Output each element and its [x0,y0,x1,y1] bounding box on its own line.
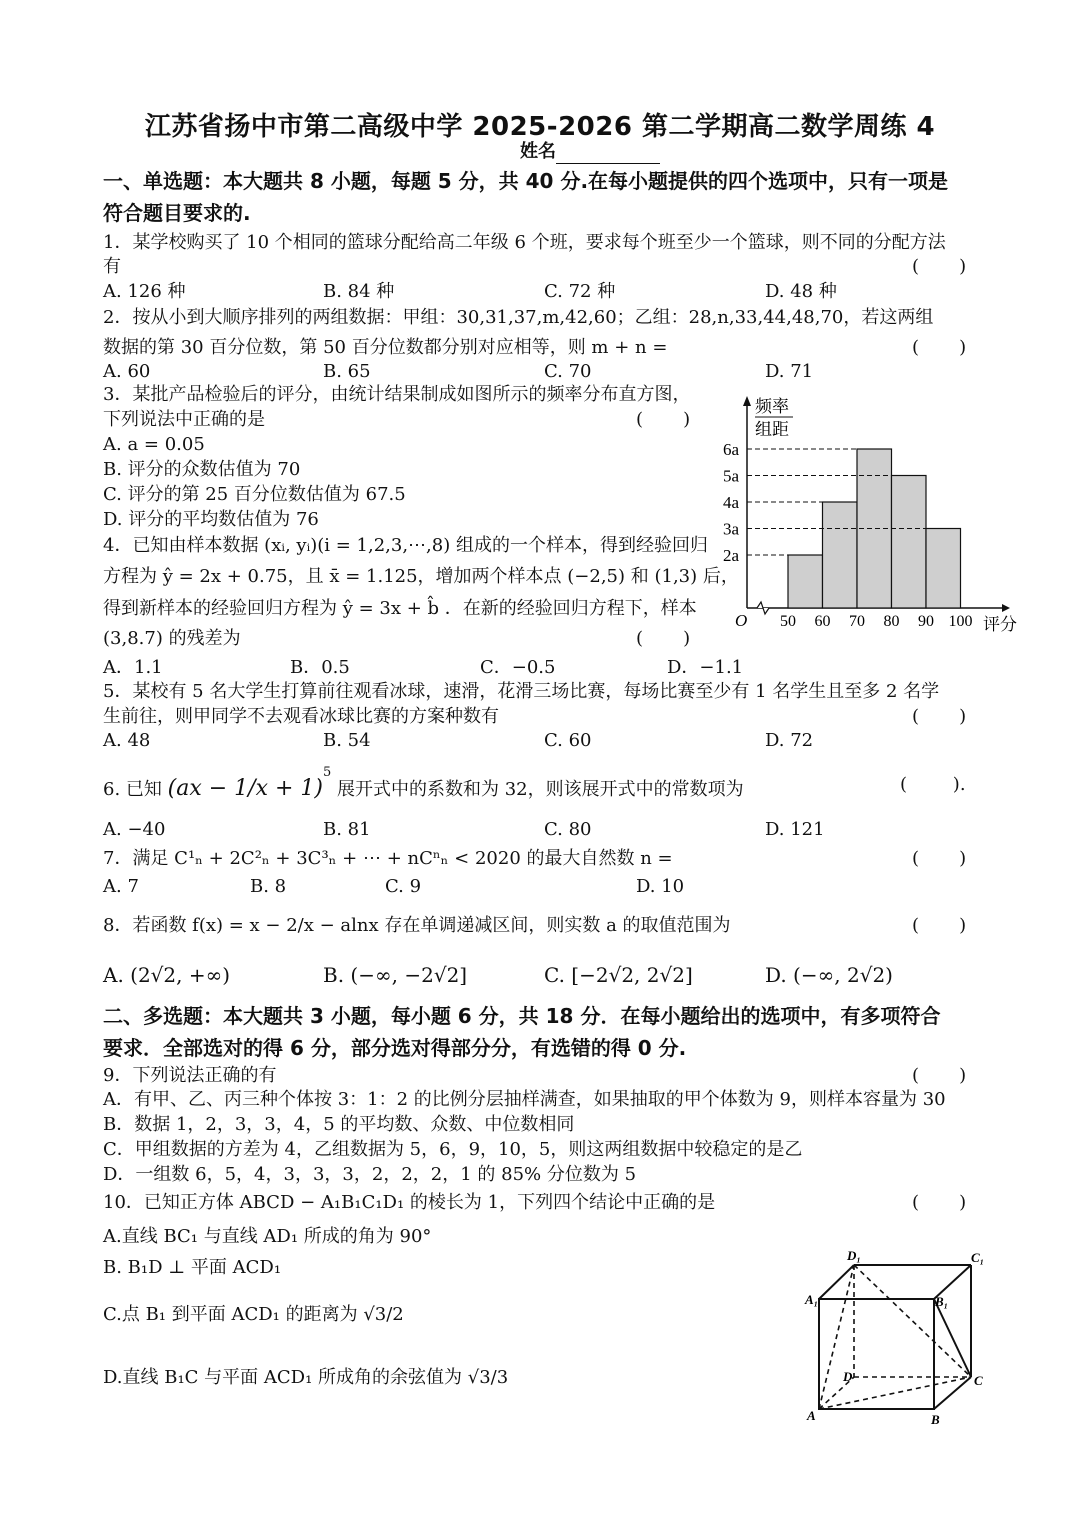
q5-option-a: A. 48 [103,730,151,751]
q4-option-a: A．1.1 [103,657,163,678]
y-axis-label-top: 频率 [755,397,789,416]
q6-expression: (ax − 1/x + 1) [167,776,323,801]
answer-blank: ( ) [912,706,967,727]
y-axis-label-bottom: 组距 [755,420,789,439]
x-tick-label: 100 [948,613,973,630]
vertex-label: B [931,1412,940,1427]
q8-option-d: D. (−∞, 2√2) [765,963,893,987]
q6-exponent: 5 [322,765,332,780]
q8-text: 8．若函数 f(x) = x − 2/x − alnx 存在单调递减区间，则实数 a 的取值范围为 [103,915,731,936]
page-title: 江苏省扬中市第二高级中学 2025-2026 第二学期高二数学周练 4 [144,112,936,142]
frequency-histogram [715,390,1025,640]
q8-option-a: A. (2√2, +∞) [103,963,231,987]
x-tick-label: 60 [814,613,831,630]
name-blank [556,145,660,164]
y-tick-label: 2a [723,546,740,565]
name-field [520,140,660,164]
answer-blank: ( ) [912,848,967,869]
q6-option-b: B. 81 [323,819,371,840]
histogram-bar [823,502,858,608]
q5-option-d: D. 72 [765,730,814,751]
q6-prefix: 6. 已知 [103,779,162,800]
q6-suffix: 展开式中的系数和为 32，则该展开式中的常数项为 [337,779,744,800]
q2-option-c: C. 70 [544,361,592,382]
vertex-label: D₁ [847,1248,861,1263]
answer-blank: ( ) [636,409,691,430]
x-tick-label: 90 [918,613,934,630]
q1-option-d: D. 48 种 [765,281,837,302]
cube-diagram [795,1240,995,1430]
q6-option-d: D. 121 [765,819,825,840]
q6-option-c: C. 80 [544,819,592,840]
answer-blank: ( ) [912,915,967,936]
vertex-label: B₁ [935,1294,949,1309]
q1-text-cont: 有 [103,256,121,277]
q8-option-b: B. (−∞, −2√2] [323,963,468,987]
axis-break-icon [757,602,769,614]
q1-text: 1．某学校购买了 10 个相同的篮球分配给高二年级 6 个班，要求每个班至少一个篮球，则不同的分配方法 [103,232,946,253]
q1-option-a: A. 126 种 [103,281,186,302]
q9-option-a: A．有甲、乙、丙三种个体按 3：1：2 的比例分层抽样满查，如果抽取的甲个体数为 9，则样本容量为 30 [103,1089,946,1110]
y-axis-arrow-icon [743,396,751,406]
histogram-bar [788,555,823,608]
answer-blank: ( ). [900,774,966,795]
q10-option-d: D.直线 B₁C 与平面 ACD₁ 所成角的余弦值为 √3/3 [103,1367,509,1388]
y-tick-label: 5a [723,466,740,486]
q2-text: 2．按从小到大顺序排列的两组数据：甲组：30,31,37,m,42,60；乙组：28,n,33,44,48,70，若这两组 [103,307,934,328]
q10-option-b: B. B₁D ⊥ 平面 ACD₁ [103,1257,282,1278]
answer-blank: ( ) [912,1192,967,1213]
q3-option-b: B. 评分的众数估值为 70 [103,459,301,480]
q9-text: 9．下列说法正确的有 [103,1065,277,1086]
q1-option-c: C. 72 种 [544,281,616,302]
q3-option-c: C. 评分的第 25 百分位数估值为 67.5 [103,484,406,505]
q3-option-a: A. a = 0.05 [103,434,205,455]
q8-option-c: C. [−2√2, 2√2] [544,963,693,987]
x-tick-label: 70 [849,613,865,630]
name-label: 姓名 [520,141,556,162]
answer-blank: ( ) [912,1065,967,1086]
q1-option-b: B. 84 种 [323,281,395,302]
q3-text: 3．某批产品检验后的评分，由统计结果制成如图所示的频率分布直方图， [103,384,691,405]
y-tick-label: 3a [723,519,740,539]
q10-text: 10．已知正方体 ABCD − A₁B₁C₁D₁ 的棱长为 1，下列四个结论中正确的是 [103,1192,716,1213]
x-axis-arrow-icon [1002,604,1010,612]
q6-text [103,765,744,802]
vertex-label: D [843,1369,853,1384]
q9-option-b: B．数据 1，2，3，3，4，5 的平均数、众数、中位数相同 [103,1114,575,1135]
q3-option-d: D. 评分的平均数估值为 76 [103,509,319,530]
q4-text-cont: (3,8.7) 的残差为 [103,628,241,649]
q2-option-a: A. 60 [103,361,151,382]
q2-text-cont: 数据的第 30 百分位数，第 50 百分位数都分别对应相等，则 m + n = [103,337,668,358]
section2-heading-cont: 要求．全部选对的得 6 分，部分选对得部分分，有选错的得 0 分. [103,1036,687,1060]
vertex-label: A [807,1408,816,1423]
vertex-label: C₁ [971,1250,985,1265]
origin-label: O [735,611,748,630]
answer-blank: ( ) [636,628,691,649]
x-tick-label: 80 [883,613,900,630]
q7-option-c: C. 9 [385,876,422,897]
q2-option-d: D. 71 [765,361,814,382]
q5-text-cont: 生前往，则甲同学不去观看冰球比赛的方案种数有 [103,706,499,727]
q5-option-c: C. 60 [544,730,592,751]
q4-text-cont: 方程为 ŷ = 2x + 0.75，且 x̄ = 1.125，增加两个样本点 (−2,5) 和 (1,3) 后， [103,566,739,587]
q9-option-c: C．甲组数据的方差为 4，乙组数据为 5，6，9，10，5，则这两组数据中较稳定的是乙 [103,1139,803,1160]
q5-option-b: B. 54 [323,730,371,751]
q7-text: 7．满足 C¹ₙ + 2C²ₙ + 3C³ₙ + ⋯ + nCⁿₙ < 2020 的最大自然数 n = [103,848,673,869]
q5-text: 5．某校有 5 名大学生打算前往观看冰球，速滑，花滑三场比赛，每场比赛至少有 1 名学生且至多 2 名学 [103,681,940,702]
q9-option-d: D．一组数 6，5，4，3，3，3，2，2，2，1 的 85% 分位数为 5 [103,1164,637,1185]
y-tick-label: 6a [723,440,740,459]
vertex-label: A₁ [805,1292,819,1307]
q4-option-c: C．−0.5 [480,657,556,678]
section1-heading: 一、单选题：本大题共 8 小题，每题 5 分，共 40 分.在每小题提供的四个选项中，只有一项是 [103,169,949,193]
q3-text-cont: 下列说法中正确的是 [103,409,265,430]
section1-heading-cont: 符合题目要求的. [103,201,251,225]
x-tick-label: 50 [780,613,796,630]
q4-text-cont: 得到新样本的经验回归方程为 ŷ = 3x + b̂ ．在新的经验回归方程下，样本 [103,598,697,619]
q4-text: 4．已知由样本数据 (xᵢ, yᵢ)(i = 1,2,3,⋯,8) 组成的一个样本，得到经验回归 [103,535,708,556]
q7-option-d: D. 10 [636,876,685,897]
y-tick-label: 4a [723,493,740,512]
q4-option-b: B．0.5 [290,657,350,678]
q7-option-b: B. 8 [250,876,287,897]
histogram-bar [926,529,961,609]
answer-blank: ( ) [912,337,967,358]
q6-option-a: A. −40 [103,819,166,840]
x-axis-label: 评分 [983,615,1017,634]
q2-option-b: B. 65 [323,361,371,382]
section2-heading: 二、多选题：本大题共 3 小题，每小题 6 分，共 18 分．在每小题给出的选项中，有多项符合 [103,1004,941,1028]
vertex-label: C [974,1373,983,1388]
answer-blank: ( ) [912,256,967,277]
q10-option-a: A.直线 BC₁ 与直线 AD₁ 所成的角为 90° [103,1226,432,1247]
cube-front-face [819,1299,934,1409]
q10-option-c: C.点 B₁ 到平面 ACD₁ 的距离为 √3/2 [103,1304,404,1325]
q4-option-d: D．−1.1 [667,657,744,678]
q7-option-a: A. 7 [103,876,139,897]
histogram-bar [892,476,927,609]
